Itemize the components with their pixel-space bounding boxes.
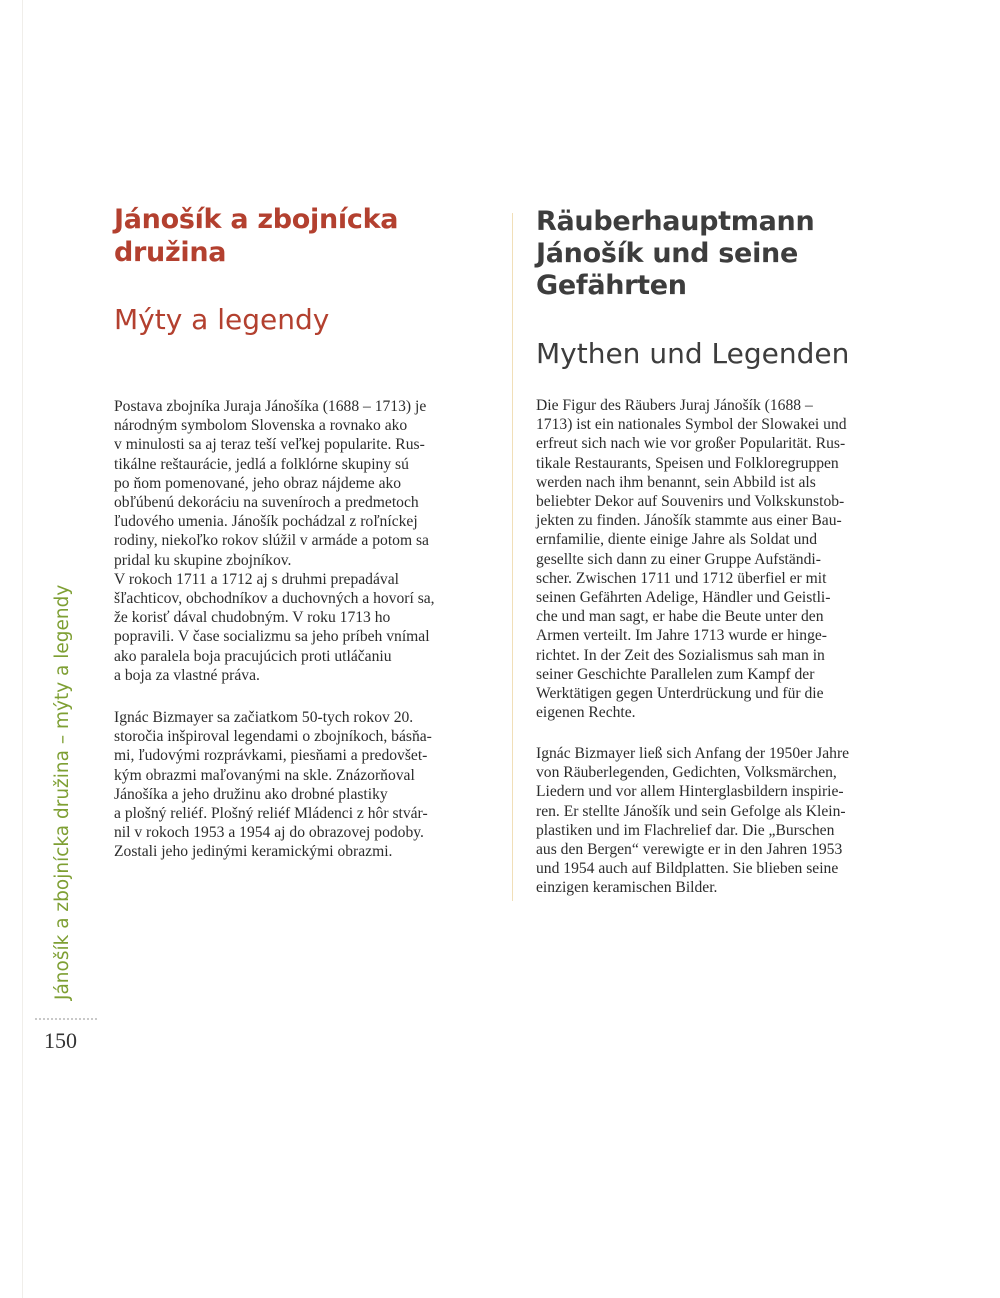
slovak-paragraph-1: Postava zbojníka Juraja Jánošíka (1688 – 1713) je národným symbolom Slovenska a rovnako ako v minulosti sa aj teraz teší veľkej popularite. Rus- tikálne reštaurácie, jedlá a folklórne skupiny sú po ňom pomenované, jeho obraz nájdeme ako obľúbenú dekoráciu na suveníroch a predmetoch ľudového umenia. Jánošík pochádzal z roľníckej rodiny, niekoľko rokov slúžil v armáde a potom sa pridal ku skupine zbojníkov. V rokoch 1711 a 1712 aj s druhmi prepadával šľachticov, obchodníkov a duchovných a hovorí sa, že korisť dával chudobným. V roku 1713 ho popravili. V čase socializmu sa jeho príbeh vnímal ako paralela boja pracujúcich proti utláčaniu a boja za vlastné práva. (114, 398, 435, 684)
german-title: Räuberhauptmann Jánošík und seine Gefährten (536, 206, 815, 301)
running-head: Jánošík a zbojnícka družina – mýty a legendy (52, 584, 73, 1000)
german-paragraph-2: Ignác Bizmayer ließ sich Anfang der 1950er Jahre von Räuberlegenden, Gedichten, Volksmärchen, Liedern und vor allem Hinterglasbildern inspirie- ren. Er stellte Jánošík und sein Gefolge als Klein- plastiken und im Flachrelief dar. Die „Burschen aus den Bergen“ verewigte er in den Jahren 1953 und 1954 auch auf Bildplatten. Sie blieben seine einzigen keramischen Bilder. (536, 745, 850, 897)
slovak-paragraph-2: Ignác Bizmayer sa začiatkom 50-tych rokov 20. storočia inšpiroval legendami o zbojníkoch, básňa- mi, ľudovými rozprávkami, piesňami a predovšet- kým obrazmi maľovanými na skle. Znázorňoval Jánošíka a jeho družinu ako drobné plastiky a plošný reliéf. Plošný reliéf Mládenci z hôr stvár- nil v rokoch 1953 a 1954 aj do obrazovej podoby. Zostali jeho jedinými keramickými obrazmi. (114, 709, 432, 861)
slovak-title: Jánošík a zbojnícka družina (114, 204, 399, 268)
column-divider (512, 213, 513, 901)
page-edge (22, 0, 23, 1298)
german-paragraph-1: Die Figur des Räubers Juraj Jánošík (1688 – 1713) ist ein nationales Symbol der Slowakei und erfreut sich nach wie vor großer Popularität. Rus- tikale Restaurants, Speisen und Folkloregruppen werden nach ihm benannt, sein Abbild ist als beliebter Dekor auf Souvenirs und Volkskunstob- jekten zu finden. Jánošík stammte aus einer Bau- ernfamilie, diente einige Jahre als Soldat und gesellte sich dann zu einer Gruppe Aufständi- scher. Zwischen 1711 und 1712 überfiel er mit seinen Gefährten Adelige, Händler und Geistli- che und man sagt, er habe die Beute unter den Armen verteilt. Im Jahre 1713 wurde er hinge- richtet. In der Zeit des Sozialismus sah man in seiner Geschichte Parallelen zum Kampf der Werktätigen gegen Unterdrückung und für die eigenen Rechte. (536, 397, 847, 722)
slovak-subtitle: Mýty a legendy (114, 303, 330, 336)
dotted-rule (35, 1018, 97, 1020)
page-number: 150 (44, 1028, 77, 1053)
german-subtitle: Mythen und Legenden (536, 337, 850, 370)
